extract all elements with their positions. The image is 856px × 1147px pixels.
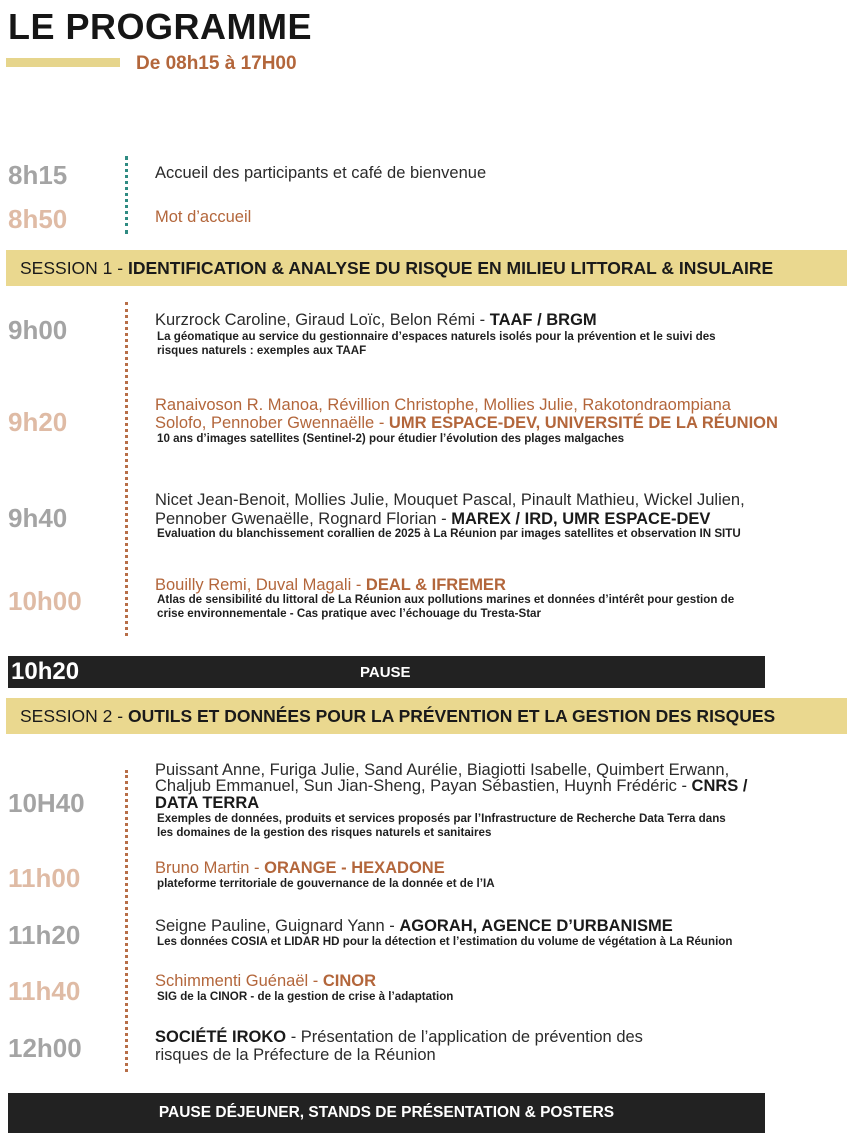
session-1-header <box>6 250 847 286</box>
time-12h00: 12h00 <box>8 1033 82 1063</box>
time-9h40: 9h40 <box>8 503 68 533</box>
talk-authors: SOCIÉTÉ IROKO - Présentation de l’application de prévention des <box>155 1028 643 1046</box>
talk-authors: Bruno Martin - ORANGE - HEXADONE <box>155 859 445 877</box>
time-11h40: 11h40 <box>8 976 81 1006</box>
talk-description: les domaines de la gestion des risques naturels et sanitaires <box>157 826 492 839</box>
talk-description: crise environnementale - Cas pratique avec l’échouage du Tresta-Star <box>157 607 542 620</box>
page-title: LE PROGRAMME <box>8 6 313 47</box>
talk-description: Atlas de sensibilité du littoral de La Réunion aux pollutions marines et données d’intérêt pour gestion de <box>157 593 735 606</box>
timeline-dots-session-2 <box>125 770 128 1072</box>
time-10h00: 10h00 <box>8 586 82 616</box>
talk-organization: DATA TERRA <box>155 794 260 812</box>
time-11h20: 11h20 <box>8 920 81 950</box>
timeline-dots-session-1 <box>125 302 128 636</box>
time-11h00: 11h00 <box>8 863 81 893</box>
talk-authors: Ranaivoson R. Manoa, Révillion Christophe, Mollies Julie, Rakotondraompiana <box>155 396 731 414</box>
opening-item-welcome: Accueil des participants et café de bienvenue <box>155 164 487 182</box>
time-9h20: 9h20 <box>8 407 68 437</box>
time-10h20: 10h20 <box>11 658 80 685</box>
talk-authors: Nicet Jean-Benoit, Mollies Julie, Mouquet Pascal, Pinault Mathieu, Wickel Julien, <box>155 491 745 509</box>
pause-label: PAUSE <box>360 664 411 681</box>
event-hours: De 08h15 à 17H00 <box>136 53 297 74</box>
session-1-label: SESSION 1 - <box>20 258 128 278</box>
talk-description: Les données COSIA et LIDAR HD pour la détection et l’estimation du volume de végétation à La Réunion <box>157 935 733 948</box>
session-2-label: SESSION 2 - <box>20 706 128 726</box>
opening-item-address: Mot d’accueil <box>155 208 252 226</box>
talk-description: SIG de la CINOR - de la gestion de crise à l’adaptation <box>157 990 454 1003</box>
session-1-title: IDENTIFICATION & ANALYSE DU RISQUE EN MILIEU LITTORAL & INSULAIRE <box>127 258 774 278</box>
timeline-dots-opening <box>125 156 128 234</box>
session-2-title: OUTILS ET DONNÉES POUR LA PRÉVENTION ET LA GESTION DES RISQUES <box>127 706 776 726</box>
session-2-header <box>6 698 847 734</box>
talk-authors: risques de la Préfecture de la Réunion <box>155 1046 436 1064</box>
time-9h00: 9h00 <box>8 315 68 345</box>
talk-description: Evaluation du blanchissement corallien de 2025 à La Réunion par images satellites et observation IN SITU <box>157 527 741 540</box>
talk-authors: Puissant Anne, Furiga Julie, Sand Aurélie, Biagiotti Isabelle, Quimbert Erwann, <box>155 761 730 779</box>
talk-authors: Seigne Pauline, Guignard Yann - AGORAH, AGENCE D’URBANISME <box>155 917 673 935</box>
talk-description: La géomatique au service du gestionnaire d’espaces naturels isolés pour la prévention et le suivi des <box>157 330 716 343</box>
talk-description: Exemples de données, produits et services proposés par l’Infrastructure de Recherche Data Terra dans <box>157 812 726 825</box>
lunch-bar: PAUSE DÉJEUNER, STANDS DE PRÉSENTATION & POSTERS <box>8 1093 765 1133</box>
talk-description: plateforme territoriale de gouvernance de la donnée et de l’IA <box>157 877 495 890</box>
talk-authors: Pennober Gwenaëlle, Rognard Florian - MAREX / IRD, UMR ESPACE-DEV <box>155 510 711 528</box>
talk-authors: Bouilly Remi, Duval Magali - DEAL & IFREMER <box>155 576 506 594</box>
time-8h15: 8h15 <box>8 160 68 190</box>
time-10h40: 10H40 <box>8 788 85 818</box>
title-underline <box>6 58 120 67</box>
talk-authors: Kurzrock Caroline, Giraud Loïc, Belon Rémi - TAAF / BRGM <box>155 311 597 329</box>
talk-authors: Solofo, Pennober Gwennaëlle - UMR ESPACE-DEV, UNIVERSITÉ DE LA RÉUNION <box>155 414 778 432</box>
talk-description: risques naturels : exemples aux TAAF <box>157 344 367 357</box>
time-8h50: 8h50 <box>8 204 68 234</box>
talk-description: 10 ans d’images satellites (Sentinel-2) pour étudier l’évolution des plages malgaches <box>157 432 625 445</box>
talk-authors: Schimmenti Guénaël - CINOR <box>155 972 376 990</box>
talk-authors: Chaljub Emmanuel, Sun Jian-Sheng, Payan Sébastien, Huynh Frédéric - CNRS / <box>155 777 748 795</box>
pause-bar <box>8 656 765 688</box>
